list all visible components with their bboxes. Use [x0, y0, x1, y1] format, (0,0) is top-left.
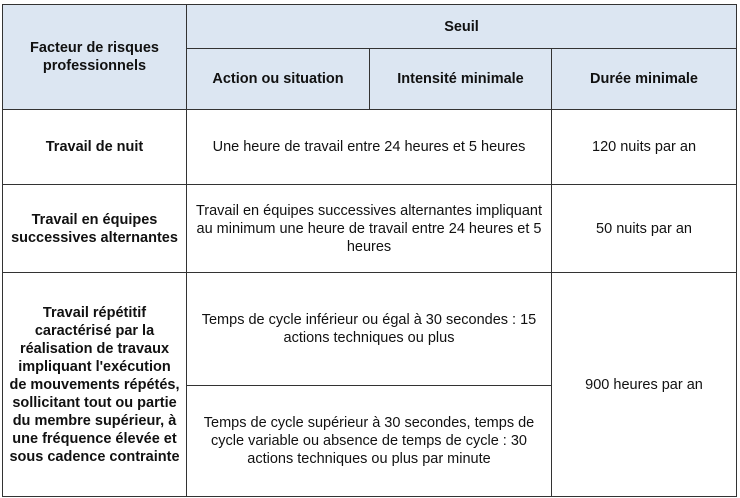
header-duration: Durée minimale: [552, 49, 737, 110]
table-row: [3, 273, 737, 386]
row-repetitive-duration: 900 heures par an: [552, 273, 737, 497]
row-shift-threshold: Travail en équipes successives alternantes impliquant au minimum une heure de travail entre 24 heures et 5 heures: [187, 185, 552, 273]
header-factor: Facteur de risques professionnels: [3, 5, 187, 110]
header-intensity: Intensité minimale: [370, 49, 552, 110]
header-row-1: [3, 5, 737, 49]
row-repetitive-threshold-a: Temps de cycle inférieur ou égal à 30 secondes : 15 actions techniques ou plus: [187, 273, 552, 386]
header-action: Action ou situation: [187, 49, 370, 110]
row-shift-factor: Travail en équipes successives alternantes: [3, 185, 187, 273]
table-row: [3, 110, 737, 185]
table-row: [3, 185, 737, 273]
header-seuil: Seuil: [187, 5, 737, 49]
row-shift-duration: 50 nuits par an: [552, 185, 737, 273]
row-night-factor: Travail de nuit: [3, 110, 187, 185]
row-night-threshold: Une heure de travail entre 24 heures et 5 heures: [187, 110, 552, 185]
row-repetitive-factor: Travail répétitif caractérisé par la réalisation de travaux impliquant l'exécution de mouvements répétés, sollicitant tout ou partie du membre supérieur, à une fréquence élevée et sous cadence contrainte: [3, 273, 187, 497]
risk-threshold-table: [2, 4, 737, 497]
row-repetitive-threshold-b: Temps de cycle supérieur à 30 secondes, temps de cycle variable ou absence de temps de cycle : 30 actions techniques ou plus par minute: [187, 386, 552, 497]
row-night-duration: 120 nuits par an: [552, 110, 737, 185]
